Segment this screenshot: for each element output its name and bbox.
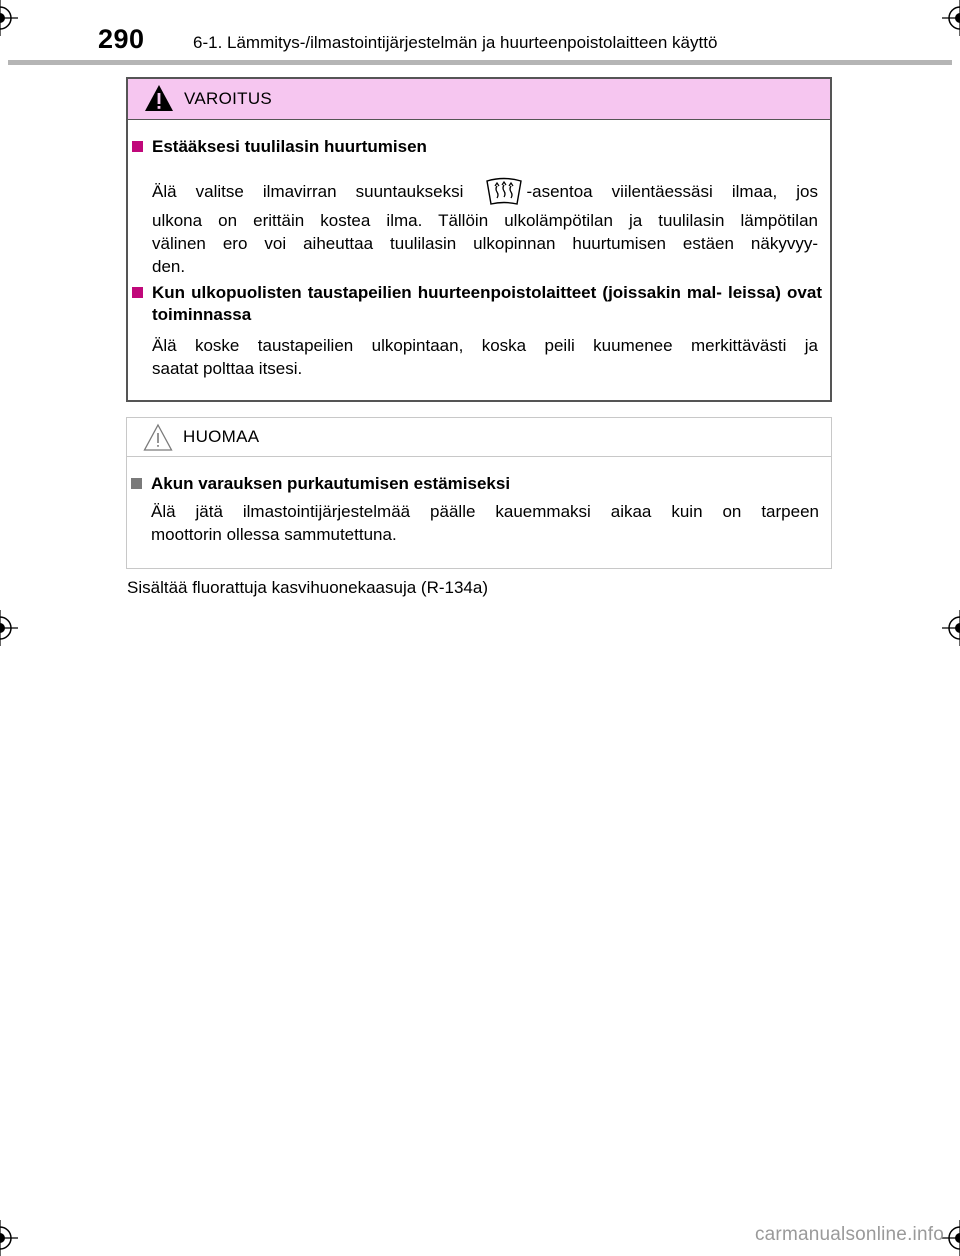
- warning-section-heading: Kun ulkopuolisten taustapeilien huurteenpoistolaitteet (joissakin mal- leissa) ovat toiminnassa: [132, 282, 822, 326]
- crosshair-registration-icon: [942, 1220, 960, 1256]
- section-bullet-icon: [132, 141, 143, 152]
- section-bullet-icon: [131, 478, 142, 489]
- warning-box: [126, 77, 832, 402]
- windshield-defrost-icon: [484, 177, 524, 207]
- warning-box-header: [128, 79, 830, 120]
- notice-label: HUOMAA: [183, 427, 260, 446]
- notice-box-header: [127, 418, 831, 457]
- crosshair-registration-icon: [0, 0, 18, 36]
- warning-label: VAROITUS: [184, 89, 273, 108]
- header-divider: [8, 60, 952, 65]
- body-line: ulkona on erittäin kostea ilma. Tällöin ulkolämpötilan ja tuulilasin lämpötilan: [152, 211, 818, 230]
- section-bullet-icon: [132, 287, 143, 298]
- crosshair-registration-icon: [0, 1220, 18, 1256]
- notice-section-body: [151, 500, 819, 546]
- body-line: moottorin ollessa sammutettuna.: [151, 525, 397, 544]
- warning-section-body: [152, 175, 818, 278]
- warning-triangle-outline-icon: [143, 423, 173, 451]
- warning-section-heading: Estääksesi tuulilasin huurtumisen: [132, 136, 822, 158]
- body-line: välinen ero voi aiheuttaa tuulilasin ulkopinnan huurtumisen estäen näkyvyy-: [152, 234, 818, 253]
- warning-section-body: [152, 334, 818, 380]
- page-number: 290: [98, 24, 145, 54]
- warning-triangle-filled-icon: [144, 84, 174, 112]
- page-header-title: 6-1. Lämmitys-/ilmastointijärjestelmän ja huurteenpoistolaitteen käyttö: [193, 33, 718, 52]
- body-line: Älä koske taustapeilien ulkopintaan, koska peili kuumenee merkittävästi ja: [152, 336, 818, 355]
- crosshair-registration-icon: [942, 610, 960, 646]
- refrigerant-note: Sisältää fluorattuja kasvihuonekaasuja (R-134a): [127, 578, 488, 597]
- crosshair-registration-icon: [0, 610, 18, 646]
- notice-box: [126, 417, 832, 569]
- body-line: saatat polttaa itsesi.: [152, 359, 303, 378]
- body-line: Älä jätä ilmastointijärjestelmää päälle kauemmaksi aikaa kuin on tarpeen: [151, 502, 819, 521]
- body-line: Älä valitse ilmavirran suuntaukseksi -asentoa viilentäessäsi ilmaa, jos: [152, 175, 818, 209]
- body-line: den.: [152, 257, 186, 276]
- crosshair-registration-icon: [942, 0, 960, 36]
- notice-section-heading: Akun varauksen purkautumisen estämiseksi: [131, 473, 823, 495]
- watermark: carmanualsonline.info: [754, 1224, 944, 1245]
